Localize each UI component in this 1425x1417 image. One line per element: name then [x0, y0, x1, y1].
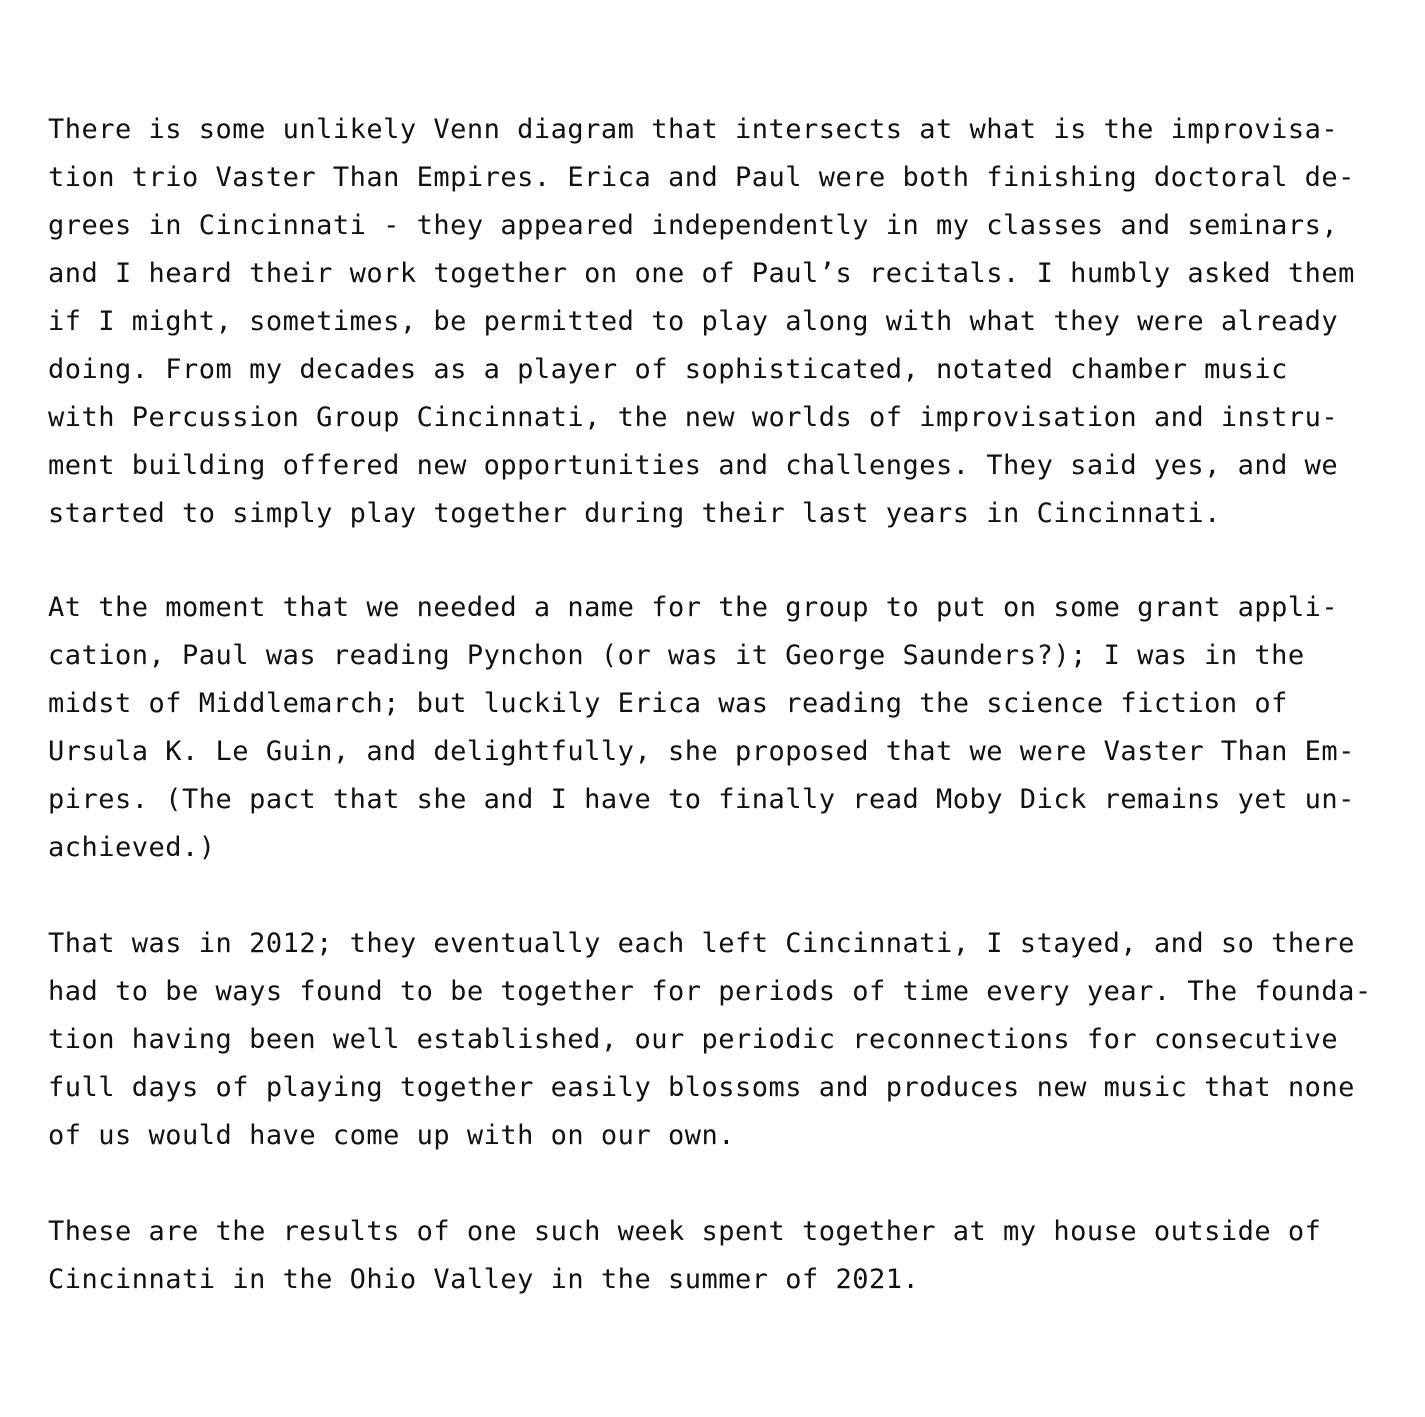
text-line: That was in 2012; they eventually each left Cincinnati, I stayed, and so there — [48, 928, 1355, 959]
text-line: cation, Paul was reading Pynchon (or was it George Saunders?); I was in the — [48, 640, 1305, 671]
paragraph-origin-of-trio — [48, 106, 1355, 538]
text-line: Ursula K. Le Guin, and delightfully, she proposed that we were Vaster Than Em- — [48, 736, 1355, 767]
text-line: tion trio Vaster Than Empires. Erica and Paul were both finishing doctoral de- — [48, 162, 1355, 193]
text-line: of us would have come up with on our own. — [48, 1120, 735, 1151]
text-line: tion having been well established, our periodic reconnections for consecutive — [48, 1024, 1339, 1055]
text-line: pires. (The pact that she and I have to finally read Moby Dick remains yet un- — [48, 784, 1355, 815]
text-line: ment building offered new opportunities and challenges. They said yes, and we — [48, 450, 1339, 481]
text-line: Cincinnati in the Ohio Valley in the summer of 2021. — [48, 1264, 920, 1295]
paragraph-group-name — [48, 584, 1355, 872]
text-line: midst of Middlemarch; but luckily Erica was reading the science fiction of — [48, 688, 1288, 719]
text-line: and I heard their work together on one of Paul’s recitals. I humbly asked them — [48, 258, 1355, 289]
paragraph-results — [48, 1208, 1321, 1304]
text-line: had to be ways found to be together for periods of time every year. The founda- — [48, 976, 1372, 1007]
text-line: if I might, sometimes, be permitted to play along with what they were already — [48, 306, 1339, 337]
paragraph-reconnections — [48, 920, 1372, 1160]
text-line: with Percussion Group Cincinnati, the new worlds of improvisation and instru- — [48, 402, 1339, 433]
text-line: At the moment that we needed a name for the group to put on some grant appli- — [48, 592, 1339, 623]
text-line: achieved.) — [48, 832, 216, 863]
text-line: full days of playing together easily blossoms and produces new music that none — [48, 1072, 1355, 1103]
text-line: doing. From my decades as a player of sophisticated, notated chamber music — [48, 354, 1288, 385]
text-line: These are the results of one such week spent together at my house outside of — [48, 1216, 1322, 1247]
text-line: started to simply play together during their last years in Cincinnati. — [48, 498, 1221, 529]
text-line: grees in Cincinnati - they appeared independently in my classes and seminars, — [48, 210, 1339, 241]
text-line: There is some unlikely Venn diagram that intersects at what is the improvisa- — [48, 114, 1339, 145]
